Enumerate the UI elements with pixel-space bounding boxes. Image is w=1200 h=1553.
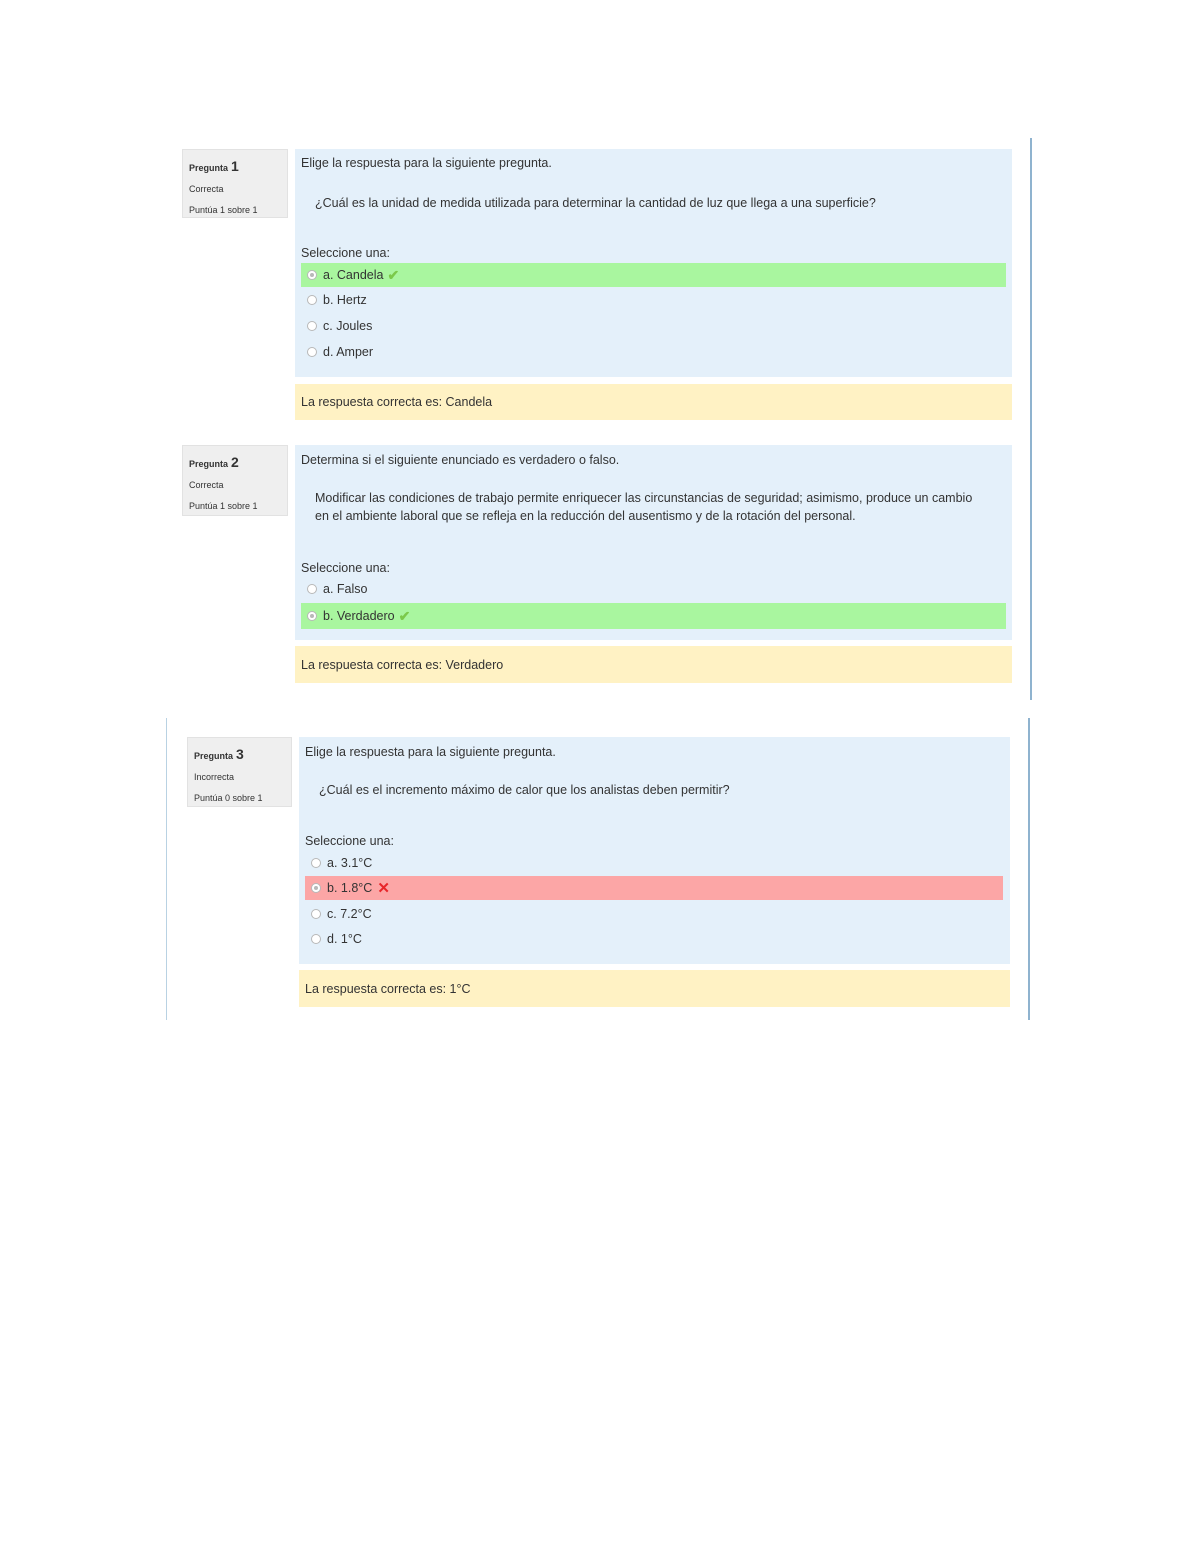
question-grade: Puntúa 0 sobre 1 — [194, 793, 263, 803]
radio-button[interactable] — [307, 270, 317, 280]
question-2-feedback: La respuesta correcta es: Verdadero — [295, 646, 1012, 683]
answer-label: d. Amper — [323, 345, 374, 359]
question-number: 1 — [231, 158, 239, 174]
question-grade: Puntúa 1 sobre 1 — [189, 501, 258, 511]
answer-label: b. Verdadero — [323, 609, 395, 623]
question-2-info — [182, 445, 288, 516]
radio-button[interactable] — [311, 934, 321, 944]
question-text: Modificar las condiciones de trabajo permite enriquecer las circunstancias de seguridad; asimismo, produce un cambio en el ambiente laboral que se refleja en la reducción del ausentismo y de la rotación del personal. — [315, 491, 973, 523]
question-2-content — [295, 445, 1012, 640]
answer-option-b[interactable] — [305, 876, 1003, 900]
answer-label: d. 1°C — [327, 932, 362, 946]
answer-label: a. 3.1°C — [327, 856, 373, 870]
radio-button[interactable] — [307, 584, 317, 594]
radio-button[interactable] — [307, 321, 317, 331]
question-text: ¿Cuál es la unidad de medida utilizada para determinar la cantidad de luz que llega a una superficie? — [315, 196, 876, 210]
question-3-content — [299, 737, 1010, 964]
question-3-feedback: La respuesta correcta es: 1°C — [299, 970, 1010, 1007]
answer-option-b[interactable] — [301, 603, 1006, 629]
question-1-info — [182, 149, 288, 218]
answer-option-a[interactable] — [305, 851, 1004, 875]
radio-button[interactable] — [307, 611, 317, 621]
question-3-info — [187, 737, 292, 807]
question-instruction: Elige la respuesta para la siguiente pregunta. — [301, 156, 552, 170]
question-state: Incorrecta — [194, 772, 235, 782]
answer-option-c[interactable] — [305, 902, 1004, 926]
page-divider-left-bottom — [166, 718, 167, 1020]
question-1-content — [295, 149, 1012, 377]
check-icon: ✔ — [387, 266, 400, 283]
answer-label: b. 1.8°C — [327, 881, 373, 895]
question-instruction: Determina si el siguiente enunciado es verdadero o falso. — [301, 453, 620, 467]
answer-option-d[interactable] — [301, 340, 1006, 364]
answer-option-a[interactable] — [301, 577, 1006, 601]
page-divider-right-top — [1030, 138, 1032, 700]
check-icon: ✔ — [398, 607, 411, 624]
question-label: Pregunta — [194, 751, 234, 761]
cross-icon: ✕ — [377, 880, 390, 897]
select-prompt: Seleccione una: — [301, 246, 390, 260]
answer-label: a. Falso — [323, 582, 368, 596]
question-text: ¿Cuál es el incremento máximo de calor que los analistas deben permitir? — [319, 783, 730, 797]
radio-button[interactable] — [311, 909, 321, 919]
question-label: Pregunta — [189, 459, 229, 469]
question-1-feedback: La respuesta correcta es: Candela — [295, 384, 1012, 420]
answer-option-a[interactable] — [301, 263, 1006, 287]
answer-label: b. Hertz — [323, 293, 367, 307]
question-state: Correcta — [189, 480, 224, 490]
answer-option-c[interactable] — [301, 314, 1006, 338]
question-label: Pregunta — [189, 163, 229, 173]
radio-button[interactable] — [307, 295, 317, 305]
page-divider-right-bottom — [1028, 718, 1030, 1020]
answer-option-b[interactable] — [301, 288, 1006, 312]
answer-option-d[interactable] — [305, 927, 1004, 951]
question-number: 3 — [236, 746, 244, 762]
question-number: 2 — [231, 454, 239, 470]
question-instruction: Elige la respuesta para la siguiente pregunta. — [305, 745, 556, 759]
select-prompt: Seleccione una: — [305, 834, 394, 848]
question-state: Correcta — [189, 184, 224, 194]
question-grade: Puntúa 1 sobre 1 — [189, 205, 258, 215]
radio-button[interactable] — [311, 883, 321, 893]
select-prompt: Seleccione una: — [301, 561, 390, 575]
radio-button[interactable] — [311, 858, 321, 868]
answer-label: a. Candela — [323, 268, 384, 282]
answer-label: c. 7.2°C — [327, 907, 372, 921]
radio-button[interactable] — [307, 347, 317, 357]
answer-label: c. Joules — [323, 319, 373, 333]
